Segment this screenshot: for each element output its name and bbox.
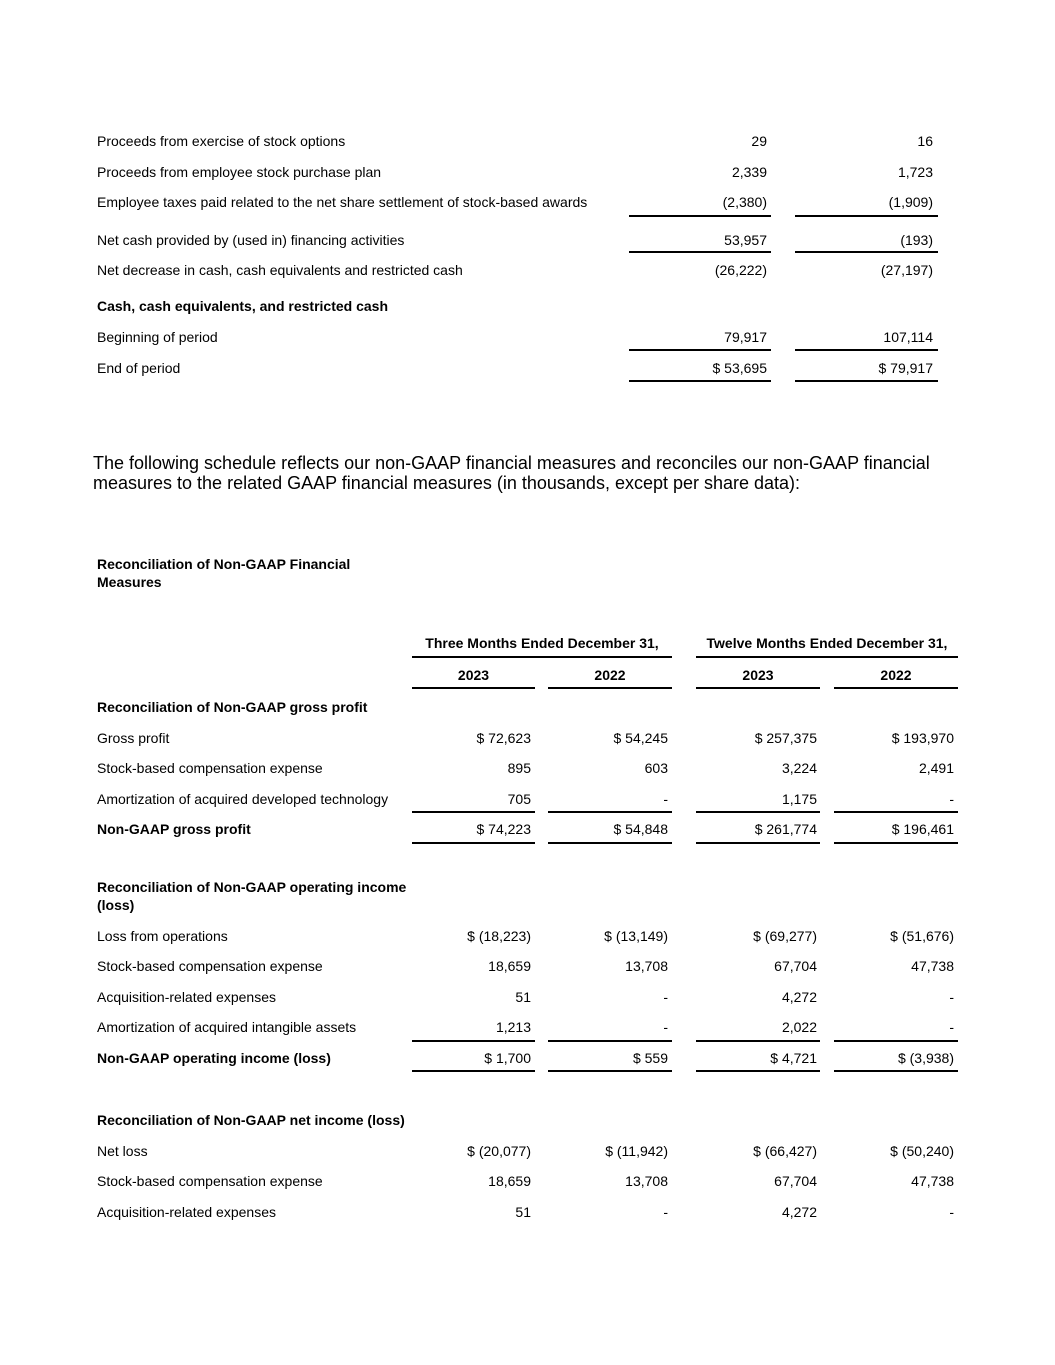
total-rule [795, 380, 938, 382]
cell-2023: (26,222) [714, 262, 767, 278]
header-rule [696, 656, 958, 658]
total-label: Non-GAAP gross profit [97, 821, 251, 837]
total-cell: $ 261,774 [754, 821, 817, 837]
table-cell: - [663, 791, 668, 807]
subtotal-rule [795, 215, 938, 217]
table-cell: - [949, 1204, 954, 1220]
total-rule [548, 842, 672, 844]
table-title-line2: Measures [97, 574, 162, 590]
row-label: Acquisition-related expenses [97, 989, 276, 1005]
row-label: Stock-based compensation expense [97, 958, 323, 974]
subtotal-rule [548, 1040, 672, 1042]
section-heading-operating-income-line2: (loss) [97, 897, 135, 913]
table-cell: $ 257,375 [754, 730, 817, 746]
row-label: Employee taxes paid related to the net share settlement of stock-based awards [97, 194, 588, 210]
table-cell: $ (13,149) [604, 928, 668, 944]
cell-2023: (2,380) [722, 194, 767, 210]
cell-2023: 79,917 [724, 329, 767, 345]
year-header: 2023 [457, 667, 490, 683]
subtotal-rule [834, 1040, 958, 1042]
table-cell: 603 [644, 760, 668, 776]
cell-2023: 2,339 [731, 164, 767, 180]
table-cell: $ (20,077) [467, 1143, 531, 1159]
table-cell: - [663, 1019, 668, 1035]
total-rule [834, 842, 958, 844]
row-label: Amortization of acquired developed technology [97, 791, 389, 807]
total-cell: $ 4,721 [770, 1050, 817, 1066]
table-cell: 2,022 [781, 1019, 817, 1035]
table-cell: $ (18,223) [467, 928, 531, 944]
row-label: Net loss [97, 1143, 148, 1159]
table-cell: $ (66,427) [753, 1143, 817, 1159]
table-cell: 1,175 [781, 791, 817, 807]
cell-2022: 1,723 [897, 164, 933, 180]
total-cell: $ 54,848 [613, 821, 668, 837]
total-cell: $ 74,223 [476, 821, 531, 837]
row-label: Beginning of period [97, 329, 218, 345]
subtotal-rule [412, 811, 535, 813]
total-cell: $ 1,700 [484, 1050, 531, 1066]
cell-2022: 107,114 [883, 329, 933, 345]
subtotal-rule [795, 349, 938, 351]
section-heading-operating-income: Reconciliation of Non-GAAP operating income [97, 879, 407, 895]
total-rule [412, 842, 535, 844]
row-label: Net cash provided by (used in) financing activities [97, 232, 405, 248]
year-header: 2022 [880, 667, 912, 683]
total-cell: $ (3,938) [897, 1050, 954, 1066]
total-cell: $ 196,461 [891, 821, 954, 837]
row-label: Proceeds from employee stock purchase plan [97, 164, 382, 180]
subtotal-rule [795, 251, 938, 253]
cell-2022: (193) [900, 232, 933, 248]
row-label: Acquisition-related expenses [97, 1204, 276, 1220]
period-header-three-months: Three Months Ended December 31, [425, 635, 659, 651]
cell-2022: 16 [917, 133, 933, 149]
cell-2023: 29 [751, 133, 767, 149]
row-label: Gross profit [97, 730, 170, 746]
table-cell: 2,491 [918, 760, 954, 776]
total-cell: $ 559 [632, 1050, 668, 1066]
table-cell: $ 193,970 [891, 730, 954, 746]
table-cell: 13,708 [625, 1173, 668, 1189]
cell-2022: (27,197) [880, 262, 933, 278]
table-cell: $ (51,676) [890, 928, 954, 944]
cell-2022: $ 79,917 [878, 360, 933, 376]
row-label: End of period [97, 360, 181, 376]
header-rule [548, 687, 672, 689]
table-cell: $ 54,245 [613, 730, 668, 746]
cell-2023: 53,957 [724, 232, 767, 248]
table-cell: - [949, 791, 954, 807]
table-cell: 18,659 [488, 1173, 531, 1189]
table-cell: 51 [515, 989, 531, 1005]
intro-paragraph: The following schedule reflects our non-GAAP financial measures and reconciles our non-GAAP financial measures to the related GAAP financial measures (in thousands, except per share data): [93, 453, 930, 493]
table-title: Reconciliation of Non-GAAP Financial [97, 556, 351, 572]
cell-2023: $ 53,695 [712, 360, 767, 376]
total-rule [412, 1070, 535, 1072]
table-cell: 18,659 [488, 958, 531, 974]
period-header-twelve-months: Twelve Months Ended December 31, [706, 635, 948, 651]
subtotal-rule [629, 215, 771, 217]
total-rule [629, 380, 771, 382]
table-cell: 4,272 [781, 989, 817, 1005]
table-cell: 67,704 [774, 958, 817, 974]
table-cell: 895 [507, 760, 531, 776]
total-label: Non-GAAP operating income (loss) [97, 1050, 331, 1066]
total-rule [548, 1070, 672, 1072]
subtotal-rule [696, 1040, 820, 1042]
row-label: Loss from operations [97, 928, 228, 944]
table-cell: 67,704 [774, 1173, 817, 1189]
section-heading-net-income: Reconciliation of Non-GAAP net income (loss) [97, 1112, 405, 1128]
table-cell: 4,272 [781, 1204, 817, 1220]
table-cell: 13,708 [625, 958, 668, 974]
header-rule [696, 687, 820, 689]
header-rule [412, 687, 535, 689]
row-label: Amortization of acquired intangible assets [97, 1019, 357, 1035]
table-cell: $ 72,623 [476, 730, 531, 746]
table-cell: 3,224 [781, 760, 817, 776]
row-label: Net decrease in cash, cash equivalents and restricted cash [97, 262, 463, 278]
cell-2022: (1,909) [888, 194, 933, 210]
year-header: 2022 [594, 667, 626, 683]
table-cell: 1,213 [495, 1019, 531, 1035]
table-cell: 51 [515, 1204, 531, 1220]
subtotal-rule [548, 811, 672, 813]
year-header: 2023 [742, 667, 774, 683]
table-cell: - [663, 989, 668, 1005]
subtotal-rule [412, 1040, 535, 1042]
row-label: Stock-based compensation expense [97, 760, 323, 776]
table-cell: - [949, 989, 954, 1005]
section-heading: Cash, cash equivalents, and restricted cash [97, 298, 389, 314]
table-cell: 47,738 [911, 958, 954, 974]
table-cell: $ (69,277) [753, 928, 817, 944]
table-cell: - [949, 1019, 954, 1035]
total-rule [696, 1070, 820, 1072]
table-cell: $ (11,942) [605, 1143, 668, 1159]
header-rule [834, 687, 958, 689]
row-label: Proceeds from exercise of stock options [97, 133, 346, 149]
header-rule [412, 656, 672, 658]
table-cell: $ (50,240) [890, 1143, 954, 1159]
subtotal-rule [696, 811, 820, 813]
subtotal-rule [834, 811, 958, 813]
section-heading-gross-profit: Reconciliation of Non-GAAP gross profit [97, 699, 368, 715]
table-cell: - [663, 1204, 668, 1220]
subtotal-rule [629, 349, 771, 351]
subtotal-rule [629, 251, 771, 253]
total-rule [696, 842, 820, 844]
total-rule [834, 1070, 958, 1072]
table-cell: 47,738 [911, 1173, 954, 1189]
table-cell: 705 [507, 791, 531, 807]
row-label: Stock-based compensation expense [97, 1173, 323, 1189]
